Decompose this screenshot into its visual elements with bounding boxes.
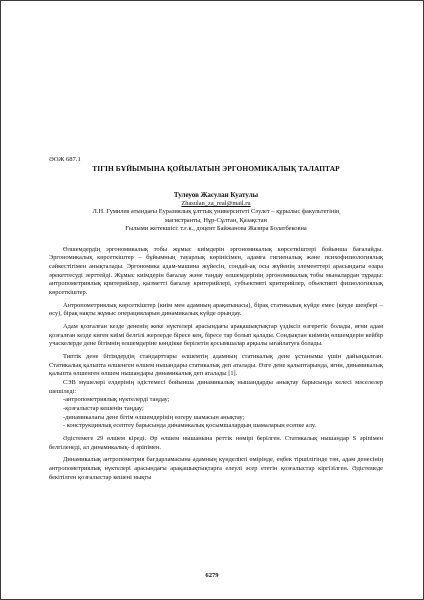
affiliation-line-2: магистранты, Нұр-Сұлтан, Қазақстан — [165, 216, 267, 224]
article-title: ТІГІН БҰЙЫМЫНА ҚОЙЫЛАТЫН ЭРГОНОМИКАЛЫҚ ТАЛАПТАР — [92, 164, 340, 173]
udc-code: ӘОЖ 687.1 — [49, 156, 81, 163]
author-email[interactable]: Zhasulan_za_real@mail.ru — [181, 200, 251, 207]
main-text — [49, 246, 383, 482]
affiliation-line-1: Л.Н. Гумилев атындағы Еуразиялық ұлттық университеті Сәулет – құрылыс факультетінің — [92, 208, 340, 215]
page-number: 6279 — [205, 572, 219, 579]
list-item: -антропометриялық нүктелерді таңдау; — [63, 396, 170, 404]
paragraph: Типтік дене бітімдердің стандарттары өлшемтің адамның статикалық дене ұстанымы үшін дайындалған. Статикалық қалыпта өлшенген өлшем ньшандары статикалық деп аталады. Өзге дене қалыптарында, яғни, динамикалық қалыпта өлшенген өлшем нышандары динамикалық деп аталады [1]. — [49, 353, 383, 378]
paragraph: СЭВ мүшелері елдерінің әдістемесі бойынша динамикалық нышандарды анықтау барысында келесі мәселелер шешіледі: — [49, 378, 383, 395]
paragraph: Динамикалық антропометрия бағдарламасына адамның күнделікті өмірінде, еңбек тіршілігінде тән, адам денесінің антропометриялық нүктелері арасындағы арақашықтықтарға елеулі әсер ететін қозғалыстар кіргізілген. Әдістемеде бекітілген қозғалыстар кешені нықты — [49, 456, 383, 481]
paragraph: Адам қозғалған кезде дененің жеке нүктелері арасындағы арақашықтықтар үздіксіз өзгеретіс болады, яғни адам қозғалған кезде киген киімі белгілі жерлерде біресе кең, біресе тар болып қалады. Сондықтан киімнің өлшемдерін кейбір учаскелерде дене бітімнің өлшемдеріне көндікке берілетін қосымшалар арқылы ығайлатуға болады. — [49, 323, 383, 348]
paragraph: Антропометриялық көрсеткіштер (киім мен адамның арақатынасы), бірақ статикалық күйде емес (кеуде шеңбері – өсу), бірақ нақты жұмыс операцияларын динамикалық күйде орындау. — [49, 301, 383, 318]
author-name: Тулеуов Жасулан Куатулы — [173, 191, 259, 199]
list-item: - конструкциялық есептеу барысында динамикалық қосымшалардың шамаларын есепке алу. — [63, 422, 317, 430]
paragraph: Әдістемеге 29 өлшем кіреді. Әр өлшем нышанына реттік нөмірі берілген. Статикалық нышандар S әріпімен белгіленеді, ал динамикалық- d әріпімен. — [49, 434, 383, 451]
article-body — [49, 156, 383, 486]
scientific-adviser: Ғылыми жетекшісі: т.ғ.к., доцент Байжанова Жазира Болатбековна — [125, 225, 307, 233]
list-item: -қозғалыстар кешенін таңдау; — [63, 404, 144, 412]
paragraph: Өлшемдердің эргономикалық тобы жұмыс киімдерін эргономикалық көрсеткіштері бойынша бағалайды. Эргономикалық көрсеткіштер – бұйымның тауарлық көрінісімен, адамға гигиеналық және психофизиологиялық сәйкестігімен анықталады. Эргономика адам-машина жүйесін, сондай-ақ осы жүйенің элементтері арасындағы өзара әрекеттесуді зерттейді. Жұмыс киімдерін бағалау және таңдау өлшемдерінің эргономикалық тобы мыналардан тұрады: антропометриялық критерийлер, қызметті бағалау критерийлері, субъективті критерийлер, объективті физиологиялық көрсеткіштер. — [49, 245, 383, 297]
list-item: -динамикалағы дене бітім өлшемдерінің өзгеру шамасын анықтау; — [63, 413, 245, 421]
